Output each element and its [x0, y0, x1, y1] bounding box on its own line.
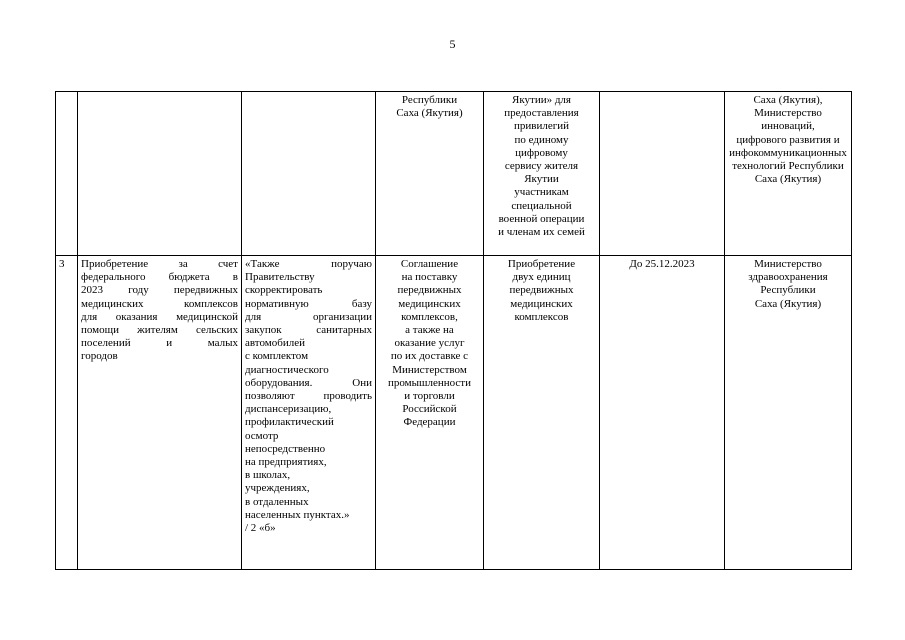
measure-name-cell — [78, 92, 242, 256]
text-line: технологий Республики — [732, 160, 844, 173]
text-line: населенных пунктах.» — [245, 508, 350, 521]
text-line: Министерство — [754, 258, 822, 270]
expected-result-cell — [484, 92, 600, 256]
text-line: медицинских — [398, 297, 461, 310]
text-line: участникам — [514, 186, 569, 199]
deadline-cell — [600, 92, 725, 256]
row-number-cell: 3 — [56, 256, 78, 570]
text-line: скорректировать — [245, 284, 323, 297]
text-line: Саха (Якутия) — [754, 297, 822, 310]
text-line: здравоохранения — [748, 271, 828, 284]
text-line: цифровому — [515, 146, 568, 159]
text-line: предоставления — [504, 107, 579, 120]
measures-table — [55, 91, 852, 570]
text-line: Якутии — [524, 173, 559, 186]
text-line: передвижных — [509, 284, 574, 297]
text-line: диспансеризацию, — [245, 403, 332, 416]
text-line: / 2 «б» — [245, 522, 276, 535]
text-line: Федерации — [403, 416, 456, 429]
text-line: медицинских — [510, 297, 573, 310]
text-line: 2023 году передвижных — [81, 284, 238, 297]
message-quote-cell — [242, 92, 376, 256]
text-line: закупок санитарных — [245, 324, 372, 337]
text-line: на предприятиях, — [245, 456, 327, 469]
text-line: для организации — [245, 310, 372, 323]
text-line: в отдаленных — [245, 495, 309, 508]
text-line: учреждениях, — [245, 482, 310, 495]
text-line: Российской — [402, 403, 457, 416]
text-line: инноваций, — [761, 120, 815, 133]
text-line: Якутии» для — [511, 94, 571, 106]
text-line: специальной — [511, 199, 572, 212]
text-line: автомобилей — [245, 337, 305, 350]
text-line: Правительству — [245, 271, 315, 284]
text-line: Министерством — [392, 363, 467, 376]
text-line: профилактический — [245, 416, 334, 429]
text-line: военной операции — [498, 212, 585, 225]
deadline-cell: До 25.12.2023 — [600, 256, 725, 570]
text-line: а также на — [405, 324, 454, 337]
table-row — [56, 256, 852, 570]
text-line: комплексов — [514, 310, 569, 323]
text-line: Министерство — [754, 107, 822, 120]
text-line: поселений и малых — [81, 337, 238, 350]
text-line: привилегий — [513, 120, 569, 133]
text-line: в школах, — [245, 469, 291, 482]
text-line: двух единиц — [512, 271, 571, 284]
message-quote-cell — [242, 256, 376, 570]
text-line: с комплектом — [245, 350, 309, 363]
text-line: и членам их семей — [498, 226, 585, 239]
text-line: помощи жителям сельских — [81, 324, 238, 337]
text-line: Саха (Якутия) — [396, 107, 463, 120]
text-line: непосредственно — [245, 442, 326, 455]
text-line: оборудования. Они — [245, 376, 372, 389]
text-line: городов — [81, 350, 118, 363]
row-number-cell — [56, 92, 78, 256]
text-line: Приобретение — [507, 258, 576, 270]
text-line: комплексов, — [401, 310, 458, 323]
text-line: Приобретение за счет — [81, 258, 238, 270]
text-line: сервису жителя — [504, 160, 579, 173]
text-line: федерального бюджета в — [81, 271, 238, 284]
text-line: Соглашение — [400, 258, 459, 270]
text-line: для оказания медицинской — [81, 310, 238, 323]
text-line: оказание услуг — [394, 337, 465, 350]
text-line: на поставку — [401, 271, 458, 284]
text-line: инфокоммуникационных — [729, 146, 847, 159]
responsible-cell — [725, 92, 852, 256]
text-line: Республики — [401, 94, 458, 106]
text-line: промышленности — [388, 376, 471, 389]
measure-name-cell — [78, 256, 242, 570]
text-line: Саха (Якутия) — [754, 173, 822, 186]
page-number: 5 — [449, 37, 456, 51]
text-line: Республики — [760, 284, 816, 297]
text-line: по единому — [514, 133, 569, 146]
expected-result-cell — [484, 256, 600, 570]
responsible-cell — [725, 256, 852, 570]
text-line: осмотр — [245, 429, 279, 442]
implementation-form-cell — [376, 92, 484, 256]
text-line: медицинских комплексов — [81, 297, 238, 310]
text-line: диагностического — [245, 363, 329, 376]
text-line: по их доставке с — [390, 350, 469, 363]
text-line: нормативную базу — [245, 297, 372, 310]
table-row — [56, 92, 852, 256]
implementation-form-cell — [376, 256, 484, 570]
text-line: и торговли — [404, 390, 455, 403]
text-line: Саха (Якутия), — [753, 94, 823, 106]
text-line: «Также поручаю — [245, 258, 372, 270]
text-line: цифрового развития и — [736, 133, 840, 146]
text-line: позволяют проводить — [245, 390, 372, 403]
text-line: передвижных — [397, 284, 462, 297]
